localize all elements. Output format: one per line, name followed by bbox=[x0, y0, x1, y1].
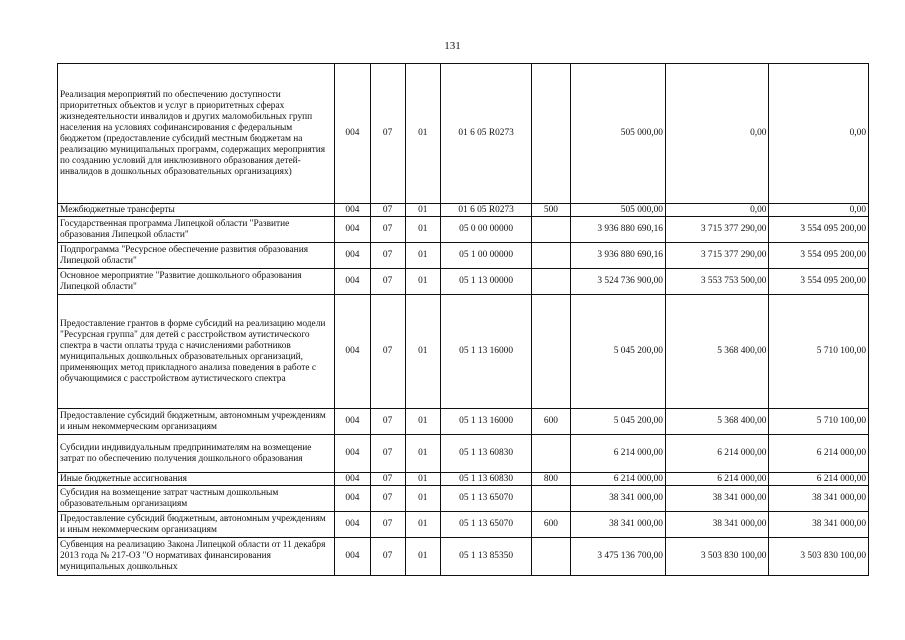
subsection-code: 01 bbox=[405, 435, 440, 473]
section-code: 07 bbox=[370, 512, 405, 538]
table-row bbox=[58, 295, 869, 409]
section-code: 07 bbox=[370, 243, 405, 269]
section-code: 07 bbox=[370, 409, 405, 435]
section-code: 07 bbox=[370, 473, 405, 486]
section-code: 07 bbox=[370, 295, 405, 409]
table-row bbox=[58, 64, 869, 204]
table-row bbox=[58, 204, 869, 217]
section-code: 07 bbox=[370, 486, 405, 512]
amount-year-3: 0,00 bbox=[769, 204, 869, 217]
amount-year-2: 6 214 000,00 bbox=[665, 473, 769, 486]
grbs-code: 004 bbox=[335, 473, 370, 486]
subsection-code: 01 bbox=[405, 486, 440, 512]
amount-year-2: 3 553 753 500,00 bbox=[665, 269, 769, 295]
target-article-code: 05 0 00 00000 bbox=[440, 217, 531, 243]
target-article-code: 05 1 13 60830 bbox=[440, 435, 531, 473]
target-article-code: 01 6 05 R0273 bbox=[440, 204, 531, 217]
subsection-code: 01 bbox=[405, 204, 440, 217]
amount-year-1: 6 214 000,00 bbox=[570, 435, 665, 473]
row-name: Предоставление грантов в форме субсидий на реализацию модели "Ресурсная группа" для детей с расстройством аутистического спектра в части оплаты труда с начислениями работников муниципальных дошкольных образовательных организаций, применяющих метод прикладного анализа поведения в работе с обучающимися с расстройством аутистического спектра bbox=[58, 295, 335, 409]
grbs-code: 004 bbox=[335, 486, 370, 512]
expense-type-code bbox=[532, 243, 570, 269]
target-article-code: 05 1 00 00000 bbox=[440, 243, 531, 269]
amount-year-2: 5 368 400,00 bbox=[665, 295, 769, 409]
grbs-code: 004 bbox=[335, 64, 370, 204]
expense-type-code bbox=[532, 538, 570, 576]
amount-year-3: 0,00 bbox=[769, 64, 869, 204]
subsection-code: 01 bbox=[405, 295, 440, 409]
amount-year-2: 3 715 377 290,00 bbox=[665, 217, 769, 243]
subsection-code: 01 bbox=[405, 512, 440, 538]
expense-type-code: 600 bbox=[532, 512, 570, 538]
row-name: Основное мероприятие "Развитие дошкольного образования Липецкой области" bbox=[58, 269, 335, 295]
subsection-code: 01 bbox=[405, 269, 440, 295]
table-row bbox=[58, 512, 869, 538]
amount-year-1: 505 000,00 bbox=[570, 204, 665, 217]
row-name: Государственная программа Липецкой области "Развитие образования Липецкой области" bbox=[58, 217, 335, 243]
target-article-code: 01 6 05 R0273 bbox=[440, 64, 531, 204]
grbs-code: 004 bbox=[335, 269, 370, 295]
section-code: 07 bbox=[370, 64, 405, 204]
amount-year-1: 3 524 736 900,00 bbox=[570, 269, 665, 295]
subsection-code: 01 bbox=[405, 409, 440, 435]
table-row bbox=[58, 269, 869, 295]
amount-year-2: 6 214 000,00 bbox=[665, 435, 769, 473]
amount-year-3: 3 554 095 200,00 bbox=[769, 269, 869, 295]
grbs-code: 004 bbox=[335, 204, 370, 217]
subsection-code: 01 bbox=[405, 64, 440, 204]
section-code: 07 bbox=[370, 538, 405, 576]
subsection-code: 01 bbox=[405, 473, 440, 486]
amount-year-3: 3 554 095 200,00 bbox=[769, 217, 869, 243]
expense-type-code: 800 bbox=[532, 473, 570, 486]
amount-year-2: 0,00 bbox=[665, 64, 769, 204]
amount-year-3: 6 214 000,00 bbox=[769, 435, 869, 473]
amount-year-2: 38 341 000,00 bbox=[665, 512, 769, 538]
grbs-code: 004 bbox=[335, 435, 370, 473]
amount-year-3: 5 710 100,00 bbox=[769, 295, 869, 409]
table-row bbox=[58, 409, 869, 435]
expense-type-code bbox=[532, 64, 570, 204]
section-code: 07 bbox=[370, 435, 405, 473]
amount-year-3: 5 710 100,00 bbox=[769, 409, 869, 435]
subsection-code: 01 bbox=[405, 243, 440, 269]
grbs-code: 004 bbox=[335, 409, 370, 435]
expense-type-code: 500 bbox=[532, 204, 570, 217]
section-code: 07 bbox=[370, 269, 405, 295]
amount-year-3: 3 503 830 100,00 bbox=[769, 538, 869, 576]
target-article-code: 05 1 13 16000 bbox=[440, 409, 531, 435]
amount-year-1: 505 000,00 bbox=[570, 64, 665, 204]
table-row bbox=[58, 538, 869, 576]
target-article-code: 05 1 13 16000 bbox=[440, 295, 531, 409]
amount-year-1: 5 045 200,00 bbox=[570, 295, 665, 409]
amount-year-2: 5 368 400,00 bbox=[665, 409, 769, 435]
amount-year-1: 6 214 000,00 bbox=[570, 473, 665, 486]
amount-year-3: 38 341 000,00 bbox=[769, 512, 869, 538]
row-name: Реализация мероприятий по обеспечению доступности приоритетных объектов и услуг в приоритетных сферах жизнедеятельности инвалидов и других маломобильных групп населения на условиях софинансирования с федеральным бюджетом (предоставление субсидий местным бюджетам на реализацию муниципальных программ, содержащих мероприятия по созданию условий для инклюзивного образования детей-инвалидов в дошкольных образовательных организациях) bbox=[58, 64, 335, 204]
row-name: Предоставление субсидий бюджетным, автономным учреждениям и иным некоммерческим организациям bbox=[58, 409, 335, 435]
row-name: Субсидия на возмещение затрат частным дошкольным образовательным организациям bbox=[58, 486, 335, 512]
amount-year-1: 3 936 880 690,16 bbox=[570, 217, 665, 243]
budget-table bbox=[57, 63, 869, 576]
section-code: 07 bbox=[370, 217, 405, 243]
amount-year-1: 38 341 000,00 bbox=[570, 512, 665, 538]
subsection-code: 01 bbox=[405, 217, 440, 243]
amount-year-3: 3 554 095 200,00 bbox=[769, 243, 869, 269]
row-name: Предоставление субсидий бюджетным, автономным учреждениям и иным некоммерческим организациям bbox=[58, 512, 335, 538]
target-article-code: 05 1 13 65070 bbox=[440, 486, 531, 512]
amount-year-3: 6 214 000,00 bbox=[769, 473, 869, 486]
expense-type-code bbox=[532, 486, 570, 512]
table-row bbox=[58, 473, 869, 486]
row-name: Субвенция на реализацию Закона Липецкой области от 11 декабря 2013 года № 217-ОЗ "О нормативах финансирования муниципальных дошкольных bbox=[58, 538, 335, 576]
amount-year-1: 38 341 000,00 bbox=[570, 486, 665, 512]
expense-type-code bbox=[532, 217, 570, 243]
row-name: Подпрограмма "Ресурсное обеспечение развития образования Липецкой области" bbox=[58, 243, 335, 269]
target-article-code: 05 1 13 60830 bbox=[440, 473, 531, 486]
target-article-code: 05 1 13 85350 bbox=[440, 538, 531, 576]
target-article-code: 05 1 13 00000 bbox=[440, 269, 531, 295]
target-article-code: 05 1 13 65070 bbox=[440, 512, 531, 538]
table-row bbox=[58, 217, 869, 243]
amount-year-2: 3 503 830 100,00 bbox=[665, 538, 769, 576]
expense-type-code: 600 bbox=[532, 409, 570, 435]
amount-year-2: 38 341 000,00 bbox=[665, 486, 769, 512]
expense-type-code bbox=[532, 295, 570, 409]
grbs-code: 004 bbox=[335, 512, 370, 538]
expense-type-code bbox=[532, 269, 570, 295]
grbs-code: 004 bbox=[335, 217, 370, 243]
amount-year-2: 0,00 bbox=[665, 204, 769, 217]
amount-year-2: 3 715 377 290,00 bbox=[665, 243, 769, 269]
row-name: Иные бюджетные ассигнования bbox=[58, 473, 335, 486]
row-name: Межбюджетные трансферты bbox=[58, 204, 335, 217]
table-row bbox=[58, 435, 869, 473]
amount-year-1: 3 475 136 700,00 bbox=[570, 538, 665, 576]
section-code: 07 bbox=[370, 204, 405, 217]
page-number: 131 bbox=[444, 40, 461, 52]
grbs-code: 004 bbox=[335, 538, 370, 576]
expense-type-code bbox=[532, 435, 570, 473]
row-name: Субсидии индивидуальным предпринимателям на возмещение затрат по обеспечению получения дошкольного образования bbox=[58, 435, 335, 473]
amount-year-3: 38 341 000,00 bbox=[769, 486, 869, 512]
table-row bbox=[58, 243, 869, 269]
amount-year-1: 3 936 880 690,16 bbox=[570, 243, 665, 269]
grbs-code: 004 bbox=[335, 243, 370, 269]
subsection-code: 01 bbox=[405, 538, 440, 576]
amount-year-1: 5 045 200,00 bbox=[570, 409, 665, 435]
table-row bbox=[58, 486, 869, 512]
grbs-code: 004 bbox=[335, 295, 370, 409]
